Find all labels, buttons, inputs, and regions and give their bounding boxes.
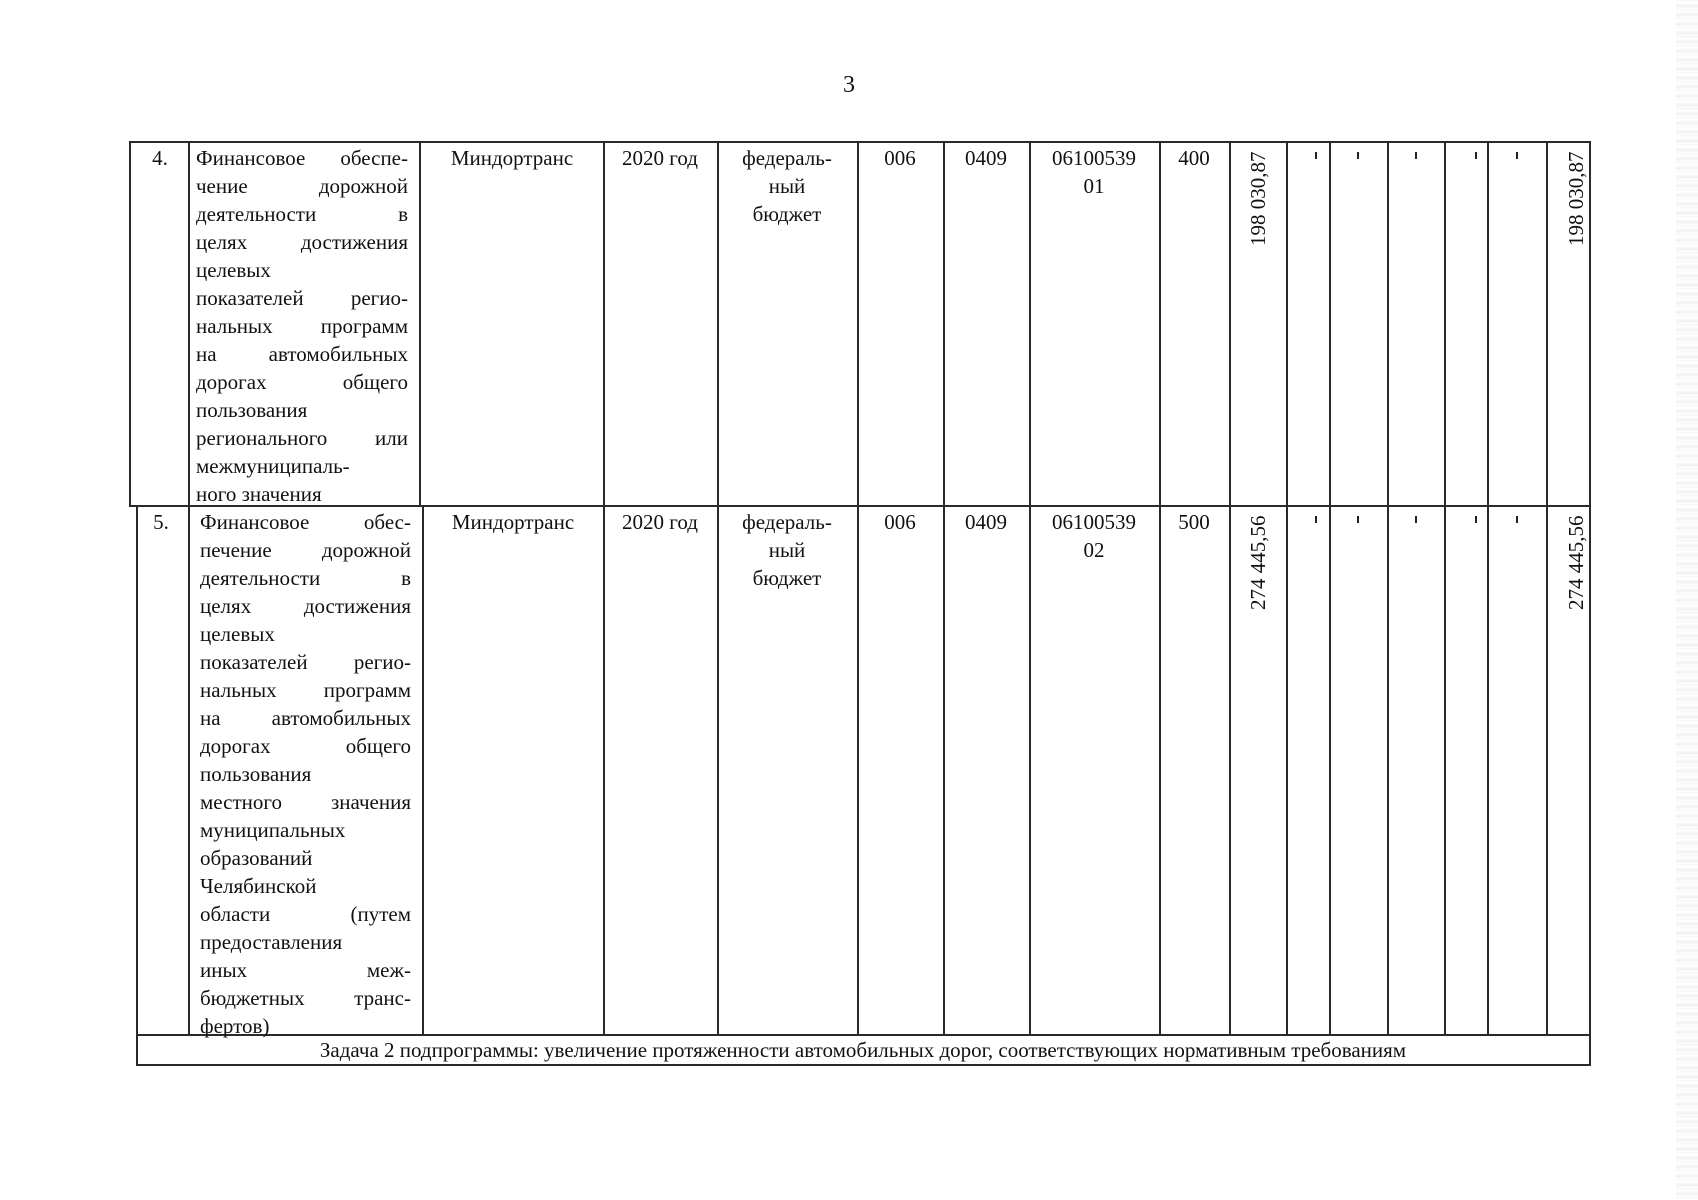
- funding-source-line: бюджет: [752, 566, 822, 590]
- row-description: [200, 508, 411, 1040]
- funding-source: [719, 144, 855, 228]
- description-line: целевых: [200, 622, 275, 646]
- description-line: целевых: [196, 258, 271, 282]
- description-line: регионального или: [196, 426, 408, 450]
- empty-cell-dash: [1475, 516, 1477, 523]
- description-line: чение дорожной: [196, 174, 408, 198]
- description-line: дорогах общего: [200, 734, 411, 758]
- description-line: Челябинской: [200, 874, 317, 898]
- description-line: Финансовое обес-: [200, 510, 411, 534]
- column-divider: [1329, 141, 1331, 1036]
- description-line: на автомобильных: [196, 342, 408, 366]
- description-line: фертов): [200, 1014, 270, 1038]
- table-bottom-border: [136, 1064, 1591, 1066]
- column-divider: [857, 141, 859, 1036]
- description-line: Финансовое обеспе-: [196, 146, 408, 170]
- year: 2020 год: [622, 510, 698, 534]
- empty-cell-dash: [1315, 152, 1317, 159]
- column-divider: [188, 141, 190, 1036]
- year: 2020 год: [622, 146, 698, 170]
- description-line: печение дорожной: [200, 538, 411, 562]
- code-gr: 006: [884, 146, 916, 170]
- code-csr-line: 06100539: [1052, 510, 1136, 534]
- description-line: нальных программ: [200, 678, 411, 702]
- column-divider: [1387, 141, 1389, 1036]
- row-number: 4.: [152, 146, 168, 170]
- description-line: межмуниципаль-: [196, 454, 350, 478]
- empty-cell-dash: [1516, 516, 1518, 523]
- column-divider: [419, 141, 421, 507]
- description-line: местного значения: [200, 790, 411, 814]
- page-number: 3: [843, 72, 855, 98]
- total-vertical: 198 030,87: [1564, 152, 1588, 247]
- code-csr-line: 06100539: [1052, 146, 1136, 170]
- executor: Миндортранс: [451, 510, 575, 534]
- description-line: показателей регио-: [196, 286, 408, 310]
- code-gr: 006: [884, 510, 916, 534]
- description-line: показателей регио-: [200, 650, 411, 674]
- description-line: образований: [200, 846, 313, 870]
- description-line: пользования: [200, 762, 312, 786]
- funding-source-line: федераль-: [742, 146, 832, 170]
- funding-source-line: ный: [768, 538, 806, 562]
- empty-cell-dash: [1415, 152, 1417, 159]
- row-description: [196, 144, 408, 508]
- description-line: предоставления: [200, 930, 343, 954]
- description-line: целях достижения: [200, 594, 411, 618]
- code-rz-pr: 0409: [965, 146, 1007, 170]
- empty-cell-dash: [1357, 152, 1359, 159]
- funding-source-line: федераль-: [742, 510, 832, 534]
- description-line: на автомобильных: [200, 706, 411, 730]
- description-line: дорогах общего: [196, 370, 408, 394]
- column-divider: [422, 505, 424, 1036]
- column-divider: [1546, 141, 1548, 1036]
- empty-cell-dash: [1357, 516, 1359, 523]
- description-line: пользования: [196, 398, 308, 422]
- description-line: области (путем: [200, 902, 411, 926]
- column-divider: [1229, 141, 1231, 1036]
- column-divider: [1444, 141, 1446, 1036]
- table-left-border: [136, 505, 138, 1066]
- description-line: бюджетных транс-: [200, 986, 411, 1010]
- funding-source-line: бюджет: [752, 202, 822, 226]
- code-csr: [1031, 508, 1157, 564]
- column-divider: [1029, 141, 1031, 1036]
- table-top-border: [129, 141, 1591, 143]
- amount-vertical: 198 030,87: [1246, 152, 1270, 247]
- row-number: 5.: [153, 510, 169, 534]
- description-line: муниципальных: [200, 818, 346, 842]
- empty-cell-dash: [1315, 516, 1317, 523]
- column-divider: [603, 141, 605, 1036]
- code-vr: 400: [1178, 146, 1210, 170]
- executor: Миндортранс: [450, 146, 574, 170]
- table-left-border: [129, 141, 131, 507]
- column-divider: [1487, 141, 1489, 1036]
- description-line: деятельности в: [196, 202, 408, 226]
- amount-vertical: 274 445,56: [1246, 516, 1270, 611]
- code-rz-pr: 0409: [965, 510, 1007, 534]
- description-line: деятельности в: [200, 566, 411, 590]
- description-line: нальных программ: [196, 314, 408, 338]
- description-line: иных меж-: [200, 958, 411, 982]
- empty-cell-dash: [1415, 516, 1417, 523]
- column-divider: [943, 141, 945, 1036]
- code-csr-line: 02: [1083, 538, 1105, 562]
- code-csr: [1031, 144, 1157, 200]
- empty-cell-dash: [1516, 152, 1518, 159]
- column-divider: [1159, 141, 1161, 1036]
- code-vr: 500: [1178, 510, 1210, 534]
- scan-edge-artifact: [1676, 0, 1698, 1200]
- task-heading-row: Задача 2 подпрограммы: увеличение протяженности автомобильных дорог, соответствующих нормативным требованиям: [319, 1038, 1407, 1062]
- empty-cell-dash: [1475, 152, 1477, 159]
- funding-source-line: ный: [768, 174, 806, 198]
- total-vertical: 274 445,56: [1564, 516, 1588, 611]
- description-line: ного значения: [196, 482, 322, 506]
- description-line: целях достижения: [196, 230, 408, 254]
- funding-source: [719, 508, 855, 592]
- column-divider: [1286, 141, 1288, 1036]
- code-csr-line: 01: [1083, 174, 1105, 198]
